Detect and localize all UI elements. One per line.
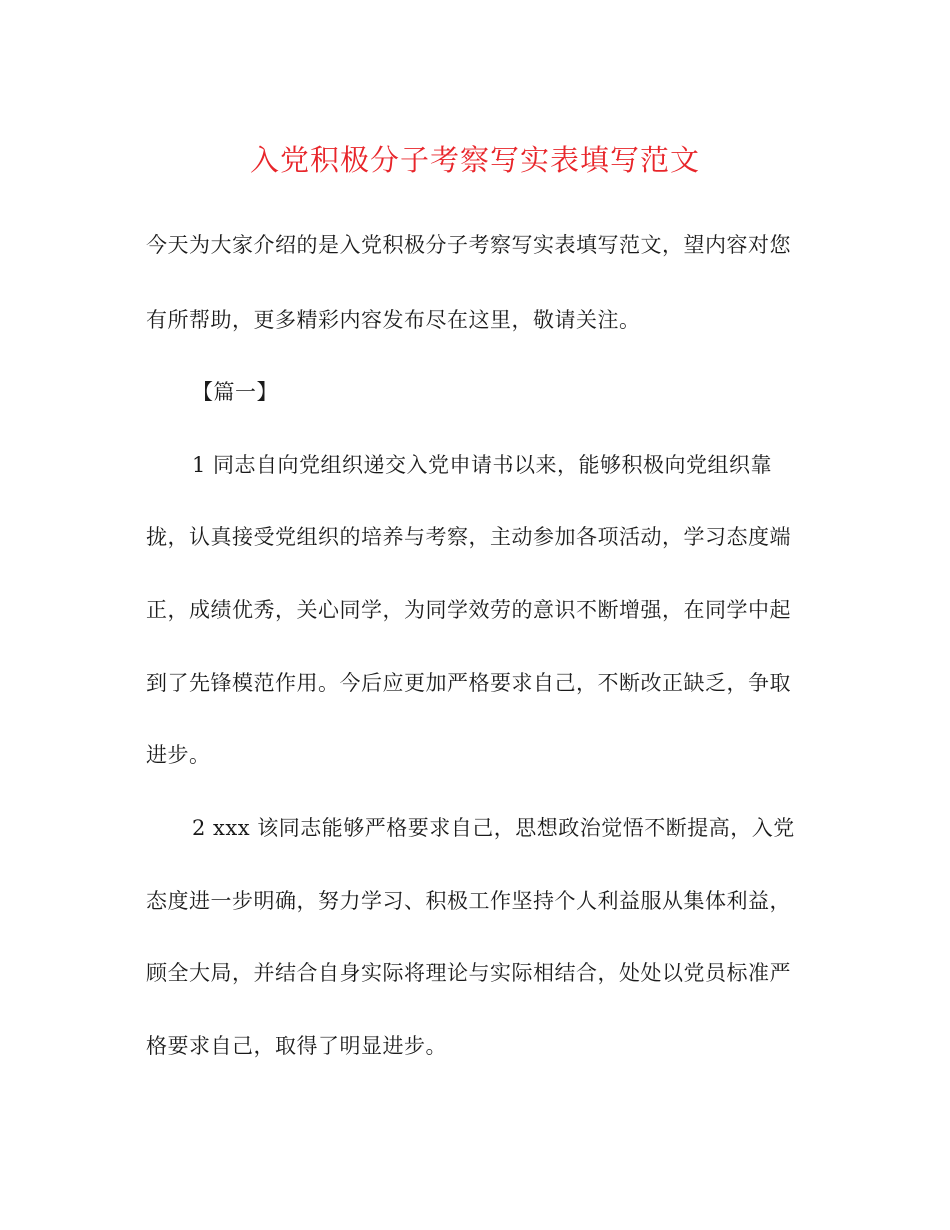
- paragraph-2-line-1: 2 xxx 该同志能够严格要求自己，思想政治觉悟不断提高，入党: [192, 816, 795, 840]
- intro-line-2: 有所帮助，更多精彩内容发布尽在这里，敬请关注。: [146, 308, 641, 332]
- paragraph-1-line-2: 拢，认真接受党组织的培养与考察，主动参加各项活动，学习态度端: [146, 525, 791, 549]
- paragraph-1-line-5: 进步。: [146, 743, 211, 767]
- paragraph-2-line-4: 格要求自己，取得了明显进步。: [146, 1034, 447, 1058]
- document-title: 入党积极分子考察写实表填写范文: [249, 143, 700, 177]
- paragraph-2-line-3: 顾全大局，并结合自身实际将理论与实际相结合，处处以党员标准严: [146, 961, 791, 985]
- paragraph-1-line-3: 正，成绩优秀，关心同学，为同学效劳的意识不断增强，在同学中起: [146, 598, 791, 622]
- intro-line-1: 今天为大家介绍的是入党积极分子考察写实表填写范文，望内容对您: [146, 233, 791, 257]
- paragraph-2-line-2: 态度进一步明确，努力学习、积极工作坚持个人利益服从集体利益，: [146, 889, 791, 913]
- section-heading: 【篇一】: [192, 380, 278, 404]
- paragraph-1-line-1: 1 同志自向党组织递交入党申请书以来，能够积极向党组织靠: [192, 453, 773, 477]
- paragraph-1-line-4: 到了先锋模范作用。今后应更加严格要求自己，不断改正缺乏，争取: [146, 671, 791, 695]
